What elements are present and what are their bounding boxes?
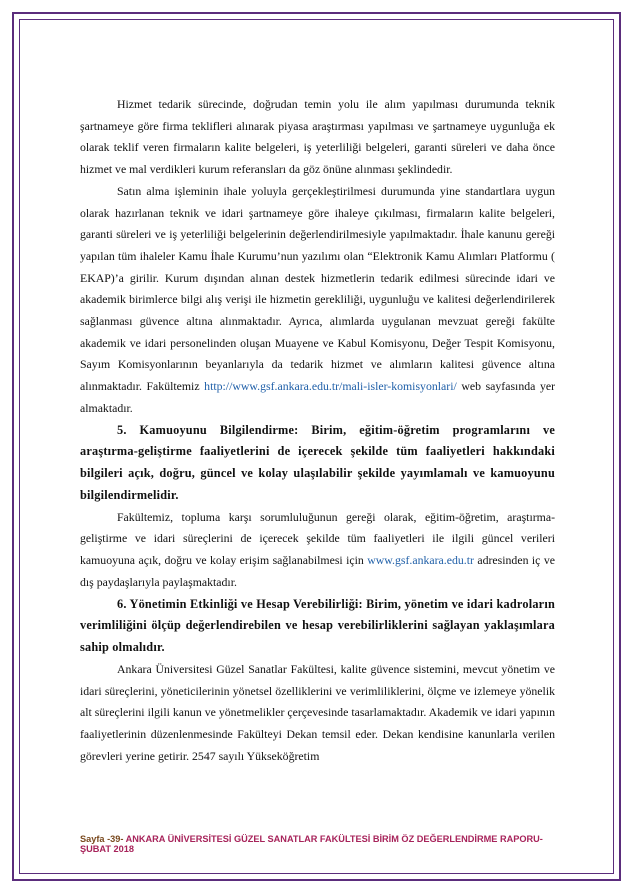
paragraph-ankara-universitesi: Ankara Üniversitesi Güzel Sanatlar Fakültesi, kalite güvence sistemini, mevcut yönetim ve idari süreçlerini, yöneticilerinin yönetsel özelliklerini ve verimliliklerini, ölçme ve izlemeye yönelik alt süreçlerini ilgili kanun ve yönetmelikler çerçevesinde tasarlamaktadır. Akademik ve idari yapının faaliyetlerinin düzenlenmesinde Fakülteyi Dekan temsil eder. Dekan kendisine kanunlarla verilen görevleri yerine getirir. 2547 sayılı Yükseköğretim <box>80 661 555 763</box>
paragraph-text: web sayfasında yer almaktadır. <box>80 379 556 415</box>
paragraph-text: Fakültemiz, topluma karşı sorumluluğunun gereği olarak, eğitim-öğretim, araştırma-geliştirme ve idari süreçlerini de içerecek şekilde tüm faaliyetleri ile ilgili güncel verileri kamuoyuna açık, doğru ve kolay erişim sağlanabilmesi için <box>80 509 555 568</box>
mali-isler-link[interactable]: http://www.gsf.ankara.edu.tr/mali-isler-komisyonlari/ <box>204 379 457 394</box>
paragraph-text: Satın alma işleminin ihale yoluyla gerçekleştirilmesi durumunda yine standartlara uygun olarak hazırlanan teknik ve idari şartnameye göre ihaleye çıkılması, firmaların kalite belgeleri, garanti süreleri ve iş yeterliliği belgelerinin değerlendirilmesiyle yapılmaktadır. İhale kanunu gereği yapılan tüm ihaleler Kamu İhale Kurumu’nun yazılımı olan “Elektronik Kamu Alımları Platformu ( EKAP)’a girilir. Kurum dışından alınan destek hizmetlerin tedarik edilmesi sürecinde idari ve akademik birimlerce bilgi alış verişi ile hizmetin gerekliliği, uygunluğu ve kalitesi değerlendirilerek sağlanması güvence altına alınmaktadır. Ayrıca, alımlarda uygulanan mevzuat gereği fakülte akademik ve idari personelinden oluşan Muayene ve Kabul Komisyonu, Değer Tespit Komisyonu, Sayım Komisyonlarının beyanlarıyla da tedarik hizmet ve alımların kalitesi güvence altına alınmaktadır. Fakültemiz <box>80 183 555 394</box>
footer-report-title: ANKARA ÜNİVERSİTESİ GÜZEL SANATLAR FAKÜLTESİ BİRİM ÖZ DEĞERLENDİRME RAPORU-ŞUBAT 2018 <box>80 834 543 854</box>
paragraph-hizmet-tedarik: Hizmet tedarik sürecinde, doğrudan temin yolu ile alım yapılması durumunda teknik şartnameye göre firma teklifleri alınarak piyasa araştırması yapılması ve şartnameye uygunluğa ek olarak teklif veren firmaların kalite belgeleri, iş yeterliliği belgeleri, garanti süreleri ve daha önce hizmet ve mal verdikleri kurum referansları da göz önüne alınması şeklindedir. <box>80 97 555 177</box>
paragraph-satin-alma <box>80 181 555 420</box>
paragraph-fakultemiz <box>80 507 555 594</box>
page-number: Sayfa -39- <box>80 834 124 844</box>
gsf-website-link[interactable]: www.gsf.ankara.edu.tr <box>367 553 474 568</box>
page-footer <box>80 834 555 854</box>
heading-kamuoyunu-bilgilendirme: 5. Kamuoyunu Bilgilendirme: Birim, eğitim-öğretim programlarını ve araştırma-geliştirme faaliyetlerini de içerecek şekilde tüm faaliyetleri hakkındaki bilgileri açık, doğru, güncel ve kolay ulaşılabilir şekilde yayımlamalı ve kamuoyunu bilgilendirmelidir. <box>80 422 555 502</box>
paragraph-text: adresinden iç ve dış paydaşlarıyla paylaşmaktadır. <box>80 553 555 589</box>
heading-yonetimin-etkinligi: 6. Yönetimin Etkinliği ve Hesap Verebilirliği: Birim, yönetim ve idari kadroların verimliliğini ölçüp değerlendirebilen ve hesap verebilirliklerini sağlayan yaklaşımlara sahip olmalıdır. <box>80 596 555 655</box>
document-body <box>80 94 555 767</box>
